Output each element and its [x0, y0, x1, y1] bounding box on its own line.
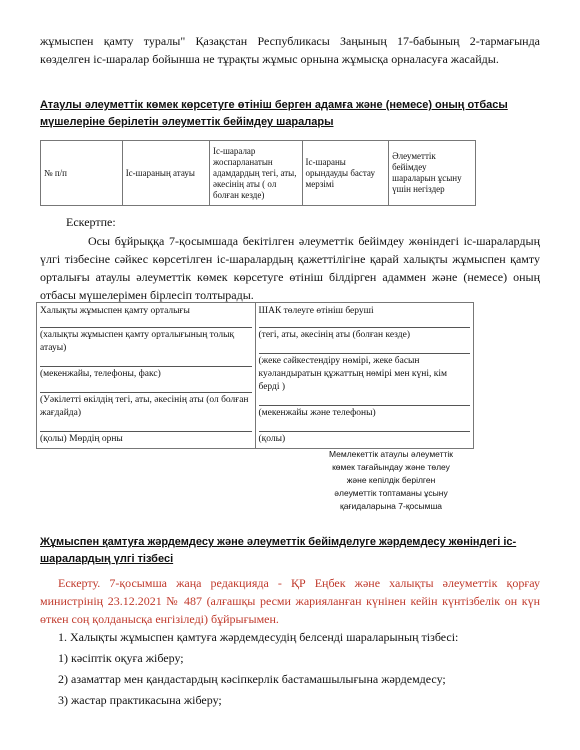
intro-paragraph: жұмыспен қамту туралы" Қазақстан Республикасы Заңының 17-бабының 2-тармағында көзделген іс-шаралар бойынша не тұрақты жұмыс орнына жұмысқа орналасуға жасайды. — [40, 34, 540, 66]
col-measure-name-header: Іс-шараның атауы — [122, 141, 209, 206]
applicant-iin-label: (жеке сәйкестендіру нөмірі, жеке басын куәландыратын құжаттың нөмірі мен күні, кім берді ) — [258, 356, 448, 392]
employment-center-address-label: (мекенжайы, телефоны, факс) — [40, 369, 161, 379]
blank-line — [259, 318, 471, 328]
blank-line — [259, 344, 471, 354]
col-start-date-header: Іс-шараны орындауды бастау мерзімі — [302, 141, 389, 206]
list-item: 1) кәсіптік оқуға жіберу; — [58, 651, 184, 665]
col-number-header: № п/п — [41, 141, 123, 206]
employment-center-title: Халықты жұмыспен қамту орталығы — [40, 306, 190, 316]
measures-table — [40, 140, 476, 206]
blank-line — [40, 422, 252, 432]
note-paragraph: Осы бұйрыққа 7-қосымшада бекітілген әлеуметтік бейімдеу жөніндегі іс-шаралардың үлгі тізбесіне сәйкес көрсетілген іс-шаралардың қажеттілігіне қарай халықты жұмыспен қамту орталығы атаулы әлеуметтік көмек көрсетуге өтініш білдірген адаммен және (немесе) оның отбасы мүшелерімен бірлесіп толтырады. — [40, 234, 540, 302]
appendix-note: Мемлекеттік атаулы әлеуметтік көмек тағайындау және төлеу және кепілдік берілген әлеуметтік топтаманы ұсыну қағидаларына 7-қосымша — [328, 449, 454, 511]
blank-line — [40, 357, 252, 367]
section1-heading: Атаулы әлеуметтік көмек көрсетуге өтініш берген адамға және (немесе) оның отбасы мүшелеріне берілетін әлеуметтік бейімдеу шаралары — [40, 99, 508, 128]
applicant-title: ШАК төлеуге өтініш беруші — [258, 306, 374, 316]
section2-heading: Жұмыспен қамтуға жәрдемдесу және әлеуметтік бейімделуге жәрдемдесу жөніндегі іс-шаралардың үлгі тізбесі — [40, 536, 517, 565]
applicant-signature-label: (қолы) — [258, 434, 286, 444]
employment-center-name-label: (халықты жұмыспен қамту орталығының толық атауы) — [40, 330, 235, 353]
applicant-address-label: (мекенжайы және телефоны) — [258, 408, 376, 418]
signature-stamp-label: (қолы) Мөрдің орны — [40, 434, 123, 444]
applicant-cell — [255, 303, 474, 449]
col-grounds-header: Әлеуметтік бейімдеу шараларын ұсыну үшін негіздер — [389, 141, 476, 206]
list-item: 3) жастар практикасына жіберу; — [58, 693, 222, 707]
blank-line — [40, 383, 252, 393]
amendment-warning: Ескерту. 7-қосымша жаңа редакцияда - ҚР Еңбек және халықты әлеуметтік қорғау министрінің 23.12.2021 № 487 (алғашқы ресми жарияланған күнінен кейін күнтізбелік он күн өткен соң қолданысқа енгізіледі) бұйрығымен. — [40, 576, 540, 626]
representative-name-label: (Уәкілетті өкілдің тегі, аты, әкесінің аты (ол болған жағдайда) — [40, 395, 249, 418]
blank-line — [40, 318, 252, 328]
list-item: 2) азаматтар мен қандастардың кәсіпкерлік бастамашылығына жәрдемдесу; — [58, 672, 446, 686]
blank-line — [259, 396, 471, 406]
signatures-table — [36, 302, 474, 449]
applicant-name-label: (тегі, аты, әкесінің аты (болған кезде) — [258, 330, 410, 340]
measures-list — [58, 627, 548, 711]
note-label: Ескертпе: — [66, 215, 116, 229]
col-persons-header: Іс-шаралар жоспарланатын адамдардың тегі, аты, әкесінің аты ( ол болған кезде) — [209, 141, 302, 206]
employment-center-cell — [37, 303, 256, 449]
list-title: 1. Халықты жұмыспен қамтуға жәрдемдесудің белсенді шараларының тізбесі: — [58, 630, 459, 644]
blank-line — [259, 422, 471, 432]
